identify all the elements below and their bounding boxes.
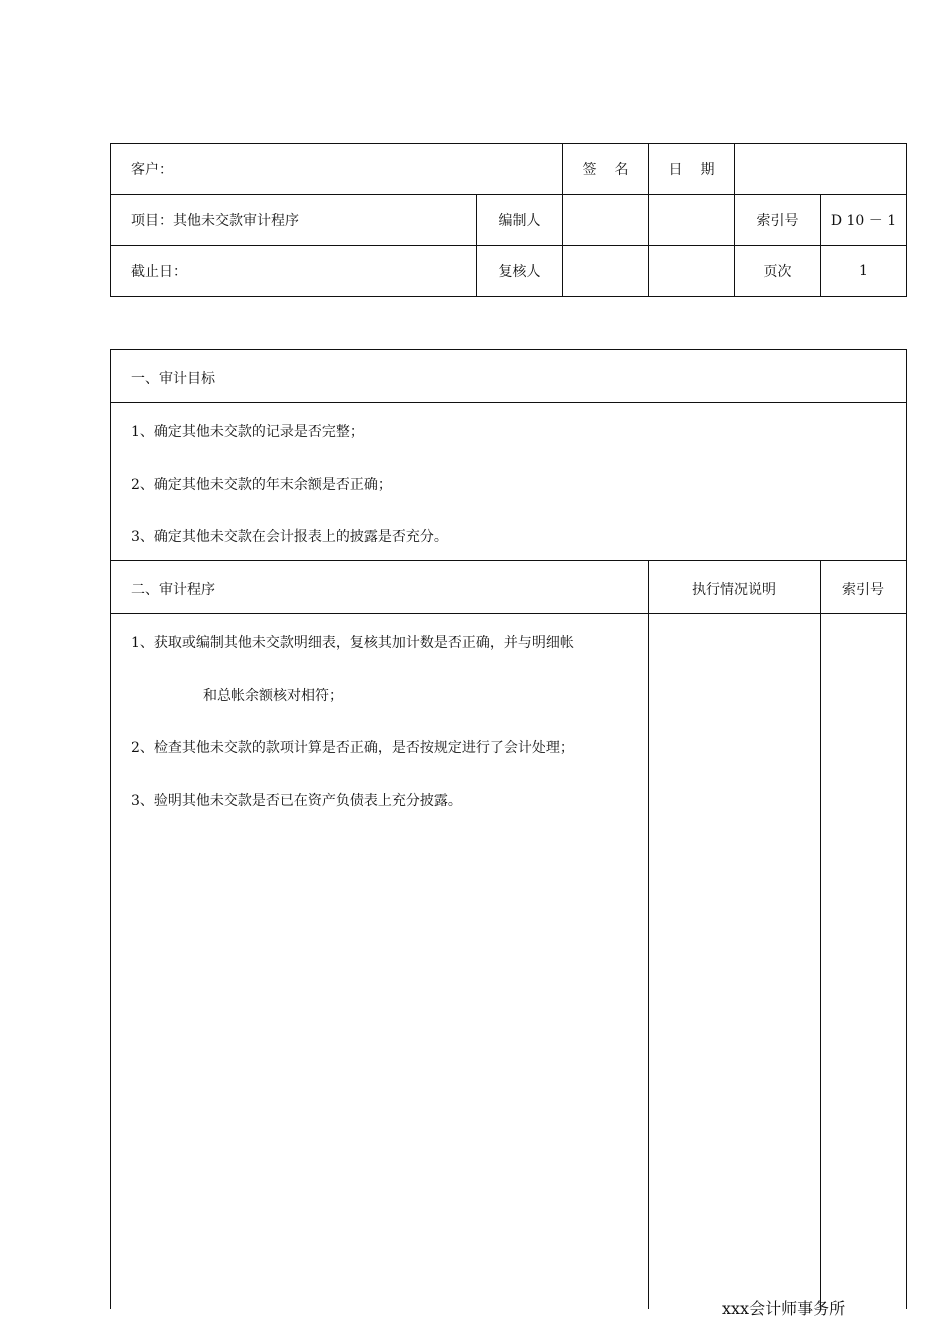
sign-label: 签名	[563, 144, 649, 195]
reviewer-sign-cell	[563, 246, 649, 297]
reviewer-label: 复核人	[477, 246, 563, 297]
preparer-label: 编制人	[477, 195, 563, 246]
objectives-title: 一、审计目标	[131, 371, 215, 387]
procedure-item-2: 2、检查其他未交款的款项计算是否正确，是否按规定进行了会计处理；	[131, 740, 574, 756]
objective-item-1: 1、确定其他未交款的记录是否完整；	[131, 424, 364, 440]
rule-col-index	[820, 560, 821, 1309]
procedures-title: 二、审计程序	[131, 582, 215, 598]
header-table	[110, 143, 907, 297]
page-value: 1	[821, 246, 907, 297]
rule-objectives-title	[111, 402, 906, 403]
procedure-item-3: 3、验明其他未交款是否已在资产负债表上充分披露。	[131, 793, 462, 809]
header-row-client	[111, 144, 907, 195]
preparer-sign-cell	[563, 195, 649, 246]
rule-col-execution	[648, 560, 649, 1309]
header-row-cutoff	[111, 246, 907, 297]
project-label: 项目：其他未交款审计程序	[111, 195, 477, 246]
procedure-item-1: 1、获取或编制其他未交款明细表，复核其加计数是否正确，并与明细帐	[131, 635, 574, 651]
reviewer-date-cell	[649, 246, 735, 297]
audit-program-table	[110, 349, 907, 1309]
objective-item-2: 2、确定其他未交款的年末余额是否正确；	[131, 477, 392, 493]
header-blank-cell	[735, 144, 907, 195]
objective-item-3: 3、确定其他未交款在会计报表上的披露是否充分。	[131, 529, 448, 545]
index-value: D 10 － 1	[821, 195, 907, 246]
index-column-header: 索引号	[842, 582, 884, 598]
page-label: 页次	[735, 246, 821, 297]
preparer-date-cell	[649, 195, 735, 246]
execution-column-header: 执行情况说明	[692, 582, 776, 598]
cutoff-label: 截止日：	[111, 246, 477, 297]
header-row-project	[111, 195, 907, 246]
date-label: 日期	[649, 144, 735, 195]
client-label: 客户：	[111, 144, 563, 195]
procedure-item-1-cont: 和总帐余额核对相符；	[203, 688, 343, 704]
index-label: 索引号	[735, 195, 821, 246]
rule-procedures-top	[111, 560, 906, 561]
rule-procedures-header	[111, 613, 906, 614]
firm-name: xxx会计师事务所	[722, 1299, 846, 1318]
